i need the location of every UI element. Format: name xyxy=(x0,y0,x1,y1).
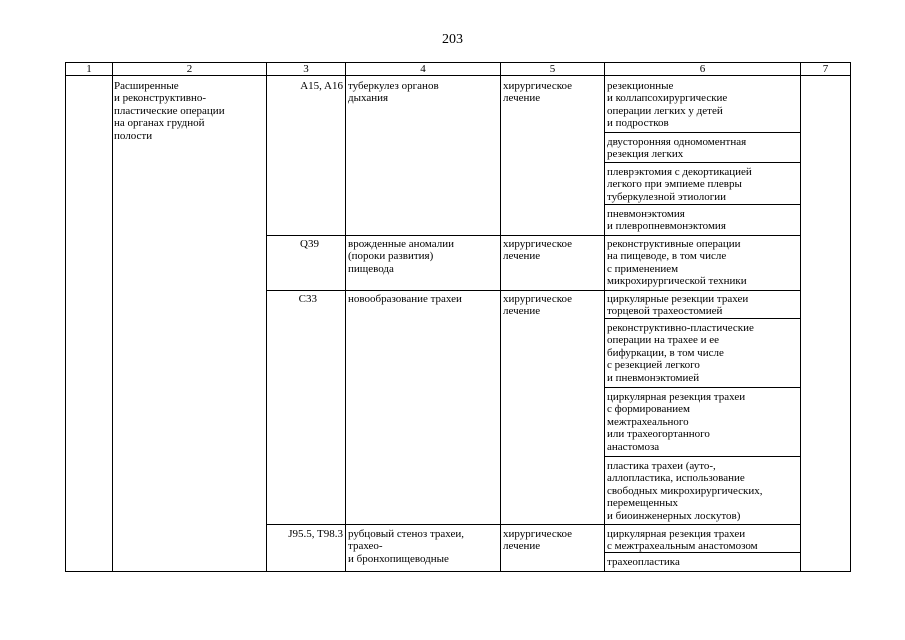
row-method: циркулярная резекция трахеи с межтрахеальным анастомозом xyxy=(607,528,758,553)
row-method: реконструктивно-пластические операции на трахее и ее бифуркации, в том числе с резекцией легкого и пневмонэктомией xyxy=(607,322,754,384)
group-divider-3 xyxy=(266,524,801,525)
page-number: 203 xyxy=(442,32,463,47)
header-row-divider xyxy=(65,75,851,76)
row-disease: туберкулез органов дыхания xyxy=(348,80,439,105)
header-col-2: 2 xyxy=(186,63,193,75)
group-name: Расширенные и реконструктивно- пластические операции на органах грудной полости xyxy=(114,80,225,142)
col-border-6 xyxy=(800,62,801,572)
row-treatment: хирургическое лечение xyxy=(503,238,573,263)
row-disease: новообразование трахеи xyxy=(348,293,462,305)
method-divider xyxy=(604,318,801,319)
row-treatment: хирургическое лечение xyxy=(503,528,573,553)
row-method: резекционные и коллапсохирургические операции легких у детей и подростков xyxy=(607,80,728,130)
method-divider xyxy=(604,132,801,133)
row-disease: рубцовый стеноз трахеи, трахео- и бронхопищеводные xyxy=(348,528,465,565)
header-col-7: 7 xyxy=(822,63,829,75)
row-method: циркулярная резекция трахеи с формированием межтрахеального или трахеогортанного анастомоза xyxy=(607,391,746,453)
row-method: двусторонняя одномоментная резекция легких xyxy=(607,136,747,161)
method-divider xyxy=(604,162,801,163)
method-divider xyxy=(604,204,801,205)
col-border-2 xyxy=(266,62,267,572)
row-codes: A15, A16 xyxy=(300,80,343,92)
row-codes: C33 xyxy=(298,293,317,305)
col-border-1 xyxy=(112,62,113,572)
header-col-3: 3 xyxy=(303,63,309,75)
method-divider xyxy=(604,456,801,457)
col-border-5 xyxy=(604,62,605,572)
row-method: реконструктивные операции на пищеводе, в том числе с применением микрохирургической техники xyxy=(607,238,747,288)
header-col-5: 5 xyxy=(549,63,556,75)
row-method: плеврэктомия с декортикацией легкого при эмпиеме плевры туберкулезной этиологии xyxy=(607,166,752,203)
col-border-0 xyxy=(65,62,66,572)
row-method: трахеопластика xyxy=(607,556,680,568)
row-codes: Q39 xyxy=(300,238,319,250)
header-col-6: 6 xyxy=(699,63,706,75)
row-method: циркулярные резекции трахеи торцевой трахеостомией xyxy=(607,293,749,318)
group-divider-2 xyxy=(266,290,801,291)
col-border-7 xyxy=(850,62,851,572)
row-treatment: хирургическое лечение xyxy=(503,293,573,318)
table-border-bottom xyxy=(65,571,851,572)
row-method: пневмонэктомия и плевропневмонэктомия xyxy=(607,208,726,233)
header-col-1: 1 xyxy=(86,63,92,75)
col-border-4 xyxy=(500,62,501,572)
col-border-3 xyxy=(345,62,346,572)
row-codes: J95.5, T98.3 xyxy=(288,528,343,540)
group-divider-1 xyxy=(266,235,801,236)
header-col-4: 4 xyxy=(420,63,426,75)
method-divider xyxy=(604,387,801,388)
row-method: пластика трахеи (ауто-, аллопластика, использование свободных микрохирургических, перемещенных и биоинженерных лоскутов) xyxy=(607,460,763,522)
row-disease: врожденные аномалии (пороки развития) пищевода xyxy=(348,238,454,275)
row-treatment: хирургическое лечение xyxy=(503,80,573,105)
